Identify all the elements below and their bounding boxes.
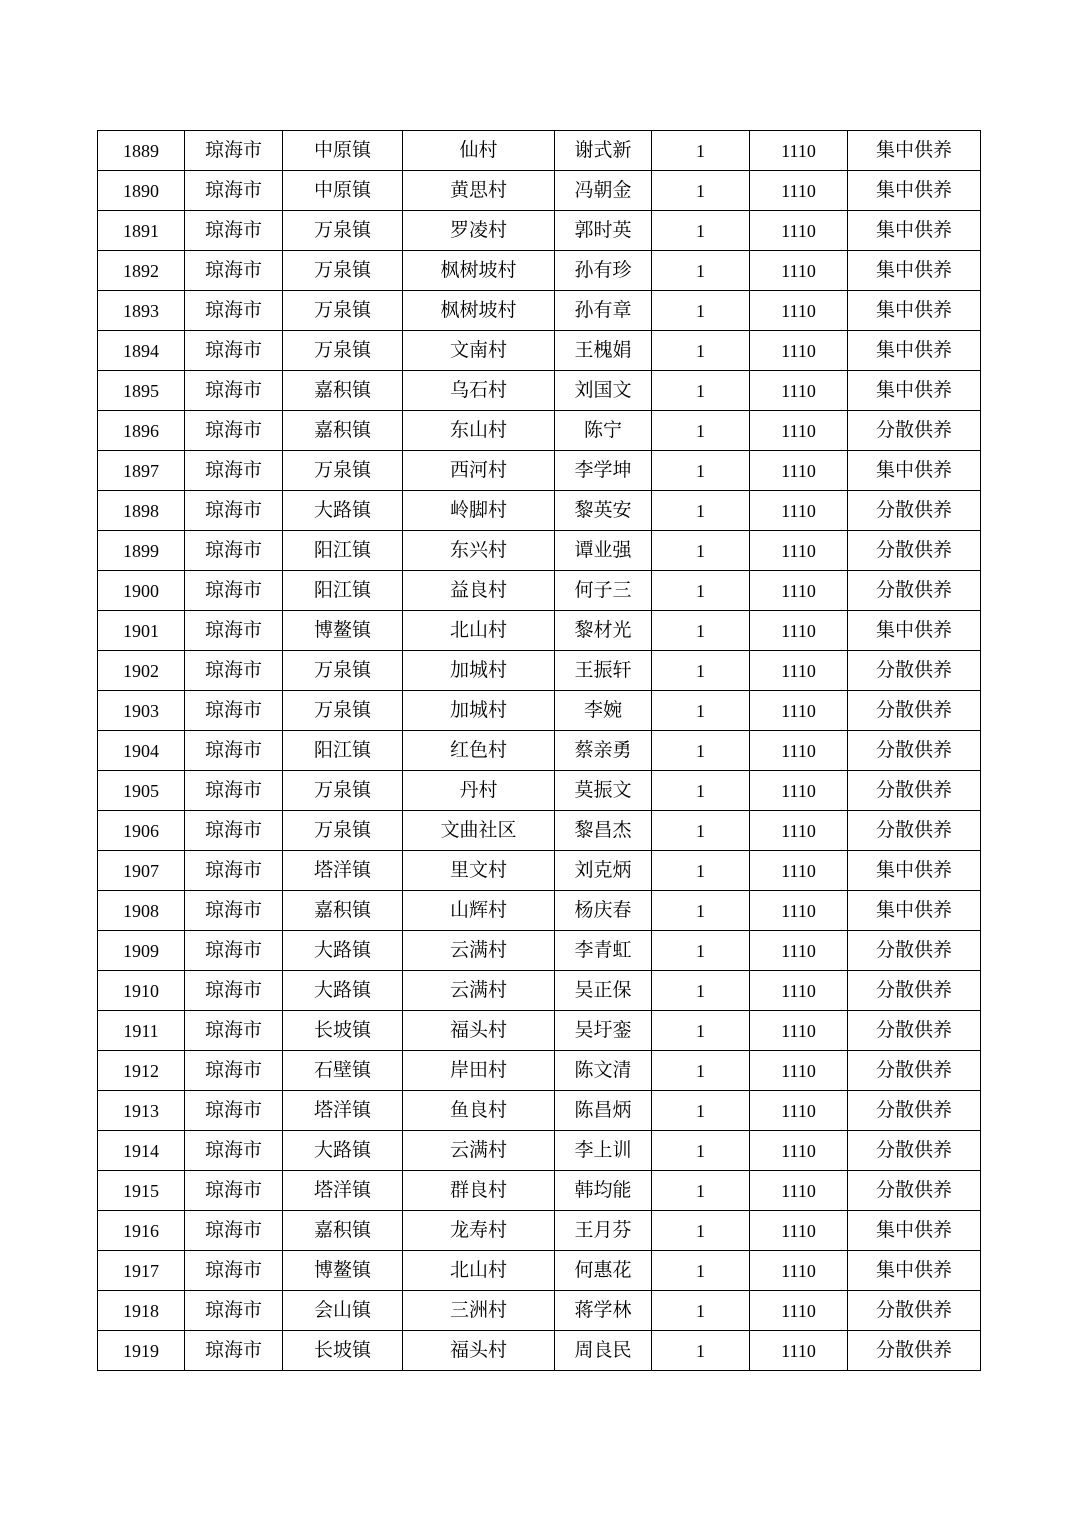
cell-amount: 1110 [750, 1331, 848, 1371]
cell-person-name: 杨庆春 [555, 891, 652, 931]
cell-town: 嘉积镇 [283, 1211, 403, 1251]
cell-city: 琼海市 [185, 411, 283, 451]
cell-city: 琼海市 [185, 1131, 283, 1171]
cell-amount: 1110 [750, 651, 848, 691]
cell-town: 石壁镇 [283, 1051, 403, 1091]
cell-city: 琼海市 [185, 931, 283, 971]
table-row [98, 451, 981, 491]
cell-village: 东兴村 [403, 531, 555, 571]
table-row [98, 971, 981, 1011]
cell-amount: 1110 [750, 1291, 848, 1331]
cell-town: 会山镇 [283, 1291, 403, 1331]
table-row [98, 331, 981, 371]
cell-town: 中原镇 [283, 171, 403, 211]
table-row [98, 1291, 981, 1331]
cell-count: 1 [652, 211, 750, 251]
cell-amount: 1110 [750, 891, 848, 931]
cell-town: 万泉镇 [283, 651, 403, 691]
roster-table-body [98, 131, 981, 1371]
table-row [98, 931, 981, 971]
cell-village: 山辉村 [403, 891, 555, 931]
table-row [98, 371, 981, 411]
cell-amount: 1110 [750, 1051, 848, 1091]
cell-serial-number: 1908 [98, 891, 185, 931]
cell-village: 仙村 [403, 131, 555, 171]
cell-serial-number: 1909 [98, 931, 185, 971]
cell-amount: 1110 [750, 331, 848, 371]
cell-serial-number: 1914 [98, 1131, 185, 1171]
cell-person-name: 冯朝金 [555, 171, 652, 211]
cell-support-type: 集中供养 [848, 171, 981, 211]
cell-count: 1 [652, 691, 750, 731]
cell-village: 鱼良村 [403, 1091, 555, 1131]
cell-city: 琼海市 [185, 331, 283, 371]
cell-serial-number: 1913 [98, 1091, 185, 1131]
cell-city: 琼海市 [185, 651, 283, 691]
cell-city: 琼海市 [185, 771, 283, 811]
table-row [98, 851, 981, 891]
cell-village: 岸田村 [403, 1051, 555, 1091]
cell-person-name: 黎材光 [555, 611, 652, 651]
cell-town: 嘉积镇 [283, 891, 403, 931]
cell-person-name: 李青虹 [555, 931, 652, 971]
cell-person-name: 谢式新 [555, 131, 652, 171]
table-row [98, 291, 981, 331]
roster-table [97, 130, 981, 1371]
cell-count: 1 [652, 131, 750, 171]
cell-city: 琼海市 [185, 251, 283, 291]
cell-village: 文曲社区 [403, 811, 555, 851]
cell-count: 1 [652, 171, 750, 211]
cell-serial-number: 1891 [98, 211, 185, 251]
cell-serial-number: 1910 [98, 971, 185, 1011]
cell-village: 群良村 [403, 1171, 555, 1211]
cell-village: 三洲村 [403, 1291, 555, 1331]
cell-count: 1 [652, 1171, 750, 1211]
cell-person-name: 吴圩銮 [555, 1011, 652, 1051]
table-row [98, 1011, 981, 1051]
cell-village: 罗凌村 [403, 211, 555, 251]
cell-person-name: 莫振文 [555, 771, 652, 811]
cell-serial-number: 1906 [98, 811, 185, 851]
cell-town: 博鳌镇 [283, 611, 403, 651]
cell-amount: 1110 [750, 771, 848, 811]
cell-count: 1 [652, 1251, 750, 1291]
cell-city: 琼海市 [185, 291, 283, 331]
cell-support-type: 集中供养 [848, 331, 981, 371]
cell-count: 1 [652, 1331, 750, 1371]
cell-serial-number: 1904 [98, 731, 185, 771]
cell-support-type: 集中供养 [848, 451, 981, 491]
cell-village: 益良村 [403, 571, 555, 611]
cell-amount: 1110 [750, 971, 848, 1011]
cell-city: 琼海市 [185, 1011, 283, 1051]
cell-town: 阳江镇 [283, 571, 403, 611]
cell-city: 琼海市 [185, 811, 283, 851]
cell-city: 琼海市 [185, 171, 283, 211]
cell-town: 塔洋镇 [283, 851, 403, 891]
cell-support-type: 集中供养 [848, 851, 981, 891]
cell-amount: 1110 [750, 611, 848, 651]
cell-serial-number: 1895 [98, 371, 185, 411]
table-row [98, 411, 981, 451]
cell-count: 1 [652, 851, 750, 891]
cell-serial-number: 1899 [98, 531, 185, 571]
cell-person-name: 蔡亲勇 [555, 731, 652, 771]
cell-amount: 1110 [750, 211, 848, 251]
cell-city: 琼海市 [185, 1171, 283, 1211]
cell-city: 琼海市 [185, 691, 283, 731]
cell-town: 塔洋镇 [283, 1091, 403, 1131]
cell-serial-number: 1892 [98, 251, 185, 291]
cell-serial-number: 1917 [98, 1251, 185, 1291]
cell-serial-number: 1898 [98, 491, 185, 531]
cell-village: 丹村 [403, 771, 555, 811]
cell-serial-number: 1905 [98, 771, 185, 811]
cell-amount: 1110 [750, 371, 848, 411]
cell-count: 1 [652, 451, 750, 491]
cell-village: 北山村 [403, 1251, 555, 1291]
cell-support-type: 集中供养 [848, 291, 981, 331]
cell-amount: 1110 [750, 1091, 848, 1131]
cell-serial-number: 1915 [98, 1171, 185, 1211]
cell-town: 阳江镇 [283, 731, 403, 771]
cell-serial-number: 1901 [98, 611, 185, 651]
cell-village: 北山村 [403, 611, 555, 651]
cell-support-type: 分散供养 [848, 811, 981, 851]
cell-town: 万泉镇 [283, 811, 403, 851]
cell-amount: 1110 [750, 571, 848, 611]
cell-count: 1 [652, 1011, 750, 1051]
cell-village: 东山村 [403, 411, 555, 451]
cell-town: 万泉镇 [283, 691, 403, 731]
cell-town: 大路镇 [283, 931, 403, 971]
cell-person-name: 韩均能 [555, 1171, 652, 1211]
cell-person-name: 王槐娟 [555, 331, 652, 371]
cell-support-type: 分散供养 [848, 771, 981, 811]
cell-count: 1 [652, 1211, 750, 1251]
cell-city: 琼海市 [185, 1251, 283, 1291]
cell-village: 西河村 [403, 451, 555, 491]
table-row [98, 811, 981, 851]
cell-count: 1 [652, 771, 750, 811]
cell-amount: 1110 [750, 1171, 848, 1211]
cell-count: 1 [652, 931, 750, 971]
cell-amount: 1110 [750, 251, 848, 291]
cell-serial-number: 1893 [98, 291, 185, 331]
cell-support-type: 分散供养 [848, 531, 981, 571]
cell-amount: 1110 [750, 691, 848, 731]
cell-count: 1 [652, 571, 750, 611]
table-row [98, 211, 981, 251]
cell-support-type: 集中供养 [848, 131, 981, 171]
cell-count: 1 [652, 1291, 750, 1331]
cell-village: 枫树坡村 [403, 291, 555, 331]
cell-town: 万泉镇 [283, 771, 403, 811]
cell-support-type: 集中供养 [848, 611, 981, 651]
cell-village: 福头村 [403, 1331, 555, 1371]
table-row [98, 731, 981, 771]
cell-person-name: 李上训 [555, 1131, 652, 1171]
cell-count: 1 [652, 291, 750, 331]
cell-city: 琼海市 [185, 451, 283, 491]
cell-support-type: 分散供养 [848, 691, 981, 731]
cell-city: 琼海市 [185, 731, 283, 771]
cell-village: 枫树坡村 [403, 251, 555, 291]
cell-amount: 1110 [750, 531, 848, 571]
cell-amount: 1110 [750, 811, 848, 851]
cell-count: 1 [652, 1051, 750, 1091]
cell-village: 云满村 [403, 971, 555, 1011]
cell-person-name: 吴正保 [555, 971, 652, 1011]
cell-person-name: 孙有章 [555, 291, 652, 331]
table-row [98, 1051, 981, 1091]
cell-count: 1 [652, 371, 750, 411]
table-row [98, 171, 981, 211]
cell-support-type: 分散供养 [848, 411, 981, 451]
table-row [98, 1251, 981, 1291]
cell-city: 琼海市 [185, 891, 283, 931]
cell-city: 琼海市 [185, 1091, 283, 1131]
cell-person-name: 何惠花 [555, 1251, 652, 1291]
cell-town: 塔洋镇 [283, 1171, 403, 1211]
cell-serial-number: 1918 [98, 1291, 185, 1331]
table-row [98, 571, 981, 611]
cell-village: 黄思村 [403, 171, 555, 211]
cell-city: 琼海市 [185, 131, 283, 171]
cell-city: 琼海市 [185, 971, 283, 1011]
cell-town: 万泉镇 [283, 211, 403, 251]
cell-count: 1 [652, 731, 750, 771]
table-row [98, 1331, 981, 1371]
table-row [98, 691, 981, 731]
cell-person-name: 蒋学林 [555, 1291, 652, 1331]
cell-city: 琼海市 [185, 1211, 283, 1251]
cell-town: 万泉镇 [283, 251, 403, 291]
cell-person-name: 刘国文 [555, 371, 652, 411]
cell-support-type: 集中供养 [848, 891, 981, 931]
cell-town: 大路镇 [283, 491, 403, 531]
cell-support-type: 集中供养 [848, 371, 981, 411]
cell-support-type: 集中供养 [848, 1211, 981, 1251]
cell-support-type: 集中供养 [848, 1251, 981, 1291]
cell-amount: 1110 [750, 931, 848, 971]
cell-serial-number: 1902 [98, 651, 185, 691]
table-row [98, 131, 981, 171]
table-row [98, 531, 981, 571]
cell-support-type: 分散供养 [848, 931, 981, 971]
cell-village: 乌石村 [403, 371, 555, 411]
table-row [98, 491, 981, 531]
cell-person-name: 黎英安 [555, 491, 652, 531]
table-row [98, 1131, 981, 1171]
cell-town: 大路镇 [283, 971, 403, 1011]
cell-count: 1 [652, 611, 750, 651]
cell-support-type: 分散供养 [848, 651, 981, 691]
cell-support-type: 集中供养 [848, 211, 981, 251]
cell-amount: 1110 [750, 131, 848, 171]
cell-count: 1 [652, 331, 750, 371]
cell-city: 琼海市 [185, 1051, 283, 1091]
cell-serial-number: 1911 [98, 1011, 185, 1051]
cell-amount: 1110 [750, 731, 848, 771]
cell-person-name: 王振轩 [555, 651, 652, 691]
cell-town: 长坡镇 [283, 1331, 403, 1371]
cell-city: 琼海市 [185, 491, 283, 531]
cell-person-name: 李婉 [555, 691, 652, 731]
cell-village: 红色村 [403, 731, 555, 771]
cell-count: 1 [652, 651, 750, 691]
cell-support-type: 分散供养 [848, 571, 981, 611]
table-row [98, 771, 981, 811]
cell-amount: 1110 [750, 451, 848, 491]
cell-support-type: 分散供养 [848, 971, 981, 1011]
cell-count: 1 [652, 811, 750, 851]
cell-serial-number: 1916 [98, 1211, 185, 1251]
cell-town: 嘉积镇 [283, 411, 403, 451]
cell-serial-number: 1894 [98, 331, 185, 371]
cell-village: 云满村 [403, 1131, 555, 1171]
table-row [98, 651, 981, 691]
cell-serial-number: 1912 [98, 1051, 185, 1091]
cell-town: 博鳌镇 [283, 1251, 403, 1291]
cell-count: 1 [652, 491, 750, 531]
cell-serial-number: 1919 [98, 1331, 185, 1371]
cell-count: 1 [652, 891, 750, 931]
cell-person-name: 刘克炳 [555, 851, 652, 891]
cell-count: 1 [652, 1091, 750, 1131]
cell-village: 岭脚村 [403, 491, 555, 531]
cell-village: 加城村 [403, 651, 555, 691]
cell-city: 琼海市 [185, 211, 283, 251]
cell-support-type: 分散供养 [848, 1331, 981, 1371]
cell-village: 文南村 [403, 331, 555, 371]
cell-amount: 1110 [750, 1251, 848, 1291]
cell-count: 1 [652, 411, 750, 451]
cell-serial-number: 1907 [98, 851, 185, 891]
cell-support-type: 分散供养 [848, 1091, 981, 1131]
cell-city: 琼海市 [185, 851, 283, 891]
table-row [98, 611, 981, 651]
cell-amount: 1110 [750, 411, 848, 451]
cell-village: 福头村 [403, 1011, 555, 1051]
cell-village: 里文村 [403, 851, 555, 891]
cell-amount: 1110 [750, 851, 848, 891]
table-row [98, 1211, 981, 1251]
cell-city: 琼海市 [185, 1331, 283, 1371]
cell-city: 琼海市 [185, 571, 283, 611]
cell-support-type: 分散供养 [848, 1131, 981, 1171]
table-row [98, 1091, 981, 1131]
cell-serial-number: 1890 [98, 171, 185, 211]
cell-count: 1 [652, 1131, 750, 1171]
cell-count: 1 [652, 531, 750, 571]
cell-amount: 1110 [750, 1131, 848, 1171]
cell-serial-number: 1903 [98, 691, 185, 731]
cell-town: 万泉镇 [283, 291, 403, 331]
cell-person-name: 何子三 [555, 571, 652, 611]
cell-serial-number: 1897 [98, 451, 185, 491]
cell-support-type: 分散供养 [848, 491, 981, 531]
cell-city: 琼海市 [185, 1291, 283, 1331]
cell-village: 龙寿村 [403, 1211, 555, 1251]
cell-city: 琼海市 [185, 531, 283, 571]
cell-person-name: 黎昌杰 [555, 811, 652, 851]
cell-person-name: 李学坤 [555, 451, 652, 491]
table-row [98, 891, 981, 931]
cell-amount: 1110 [750, 291, 848, 331]
cell-town: 中原镇 [283, 131, 403, 171]
cell-support-type: 分散供养 [848, 1171, 981, 1211]
cell-city: 琼海市 [185, 371, 283, 411]
cell-serial-number: 1896 [98, 411, 185, 451]
cell-person-name: 谭业强 [555, 531, 652, 571]
cell-village: 加城村 [403, 691, 555, 731]
cell-count: 1 [652, 251, 750, 291]
cell-amount: 1110 [750, 1011, 848, 1051]
cell-town: 长坡镇 [283, 1011, 403, 1051]
cell-amount: 1110 [750, 491, 848, 531]
cell-town: 嘉积镇 [283, 371, 403, 411]
cell-amount: 1110 [750, 1211, 848, 1251]
cell-town: 阳江镇 [283, 531, 403, 571]
cell-village: 云满村 [403, 931, 555, 971]
cell-person-name: 陈宁 [555, 411, 652, 451]
cell-person-name: 郭时英 [555, 211, 652, 251]
cell-person-name: 周良民 [555, 1331, 652, 1371]
cell-support-type: 分散供养 [848, 1051, 981, 1091]
cell-support-type: 分散供养 [848, 1291, 981, 1331]
table-row [98, 251, 981, 291]
cell-person-name: 陈文清 [555, 1051, 652, 1091]
cell-person-name: 王月芬 [555, 1211, 652, 1251]
cell-serial-number: 1900 [98, 571, 185, 611]
cell-count: 1 [652, 971, 750, 1011]
cell-city: 琼海市 [185, 611, 283, 651]
cell-person-name: 陈昌炳 [555, 1091, 652, 1131]
cell-town: 万泉镇 [283, 451, 403, 491]
cell-support-type: 分散供养 [848, 731, 981, 771]
cell-town: 大路镇 [283, 1131, 403, 1171]
cell-town: 万泉镇 [283, 331, 403, 371]
cell-amount: 1110 [750, 171, 848, 211]
cell-support-type: 集中供养 [848, 251, 981, 291]
cell-support-type: 分散供养 [848, 1011, 981, 1051]
cell-serial-number: 1889 [98, 131, 185, 171]
table-row [98, 1171, 981, 1211]
cell-person-name: 孙有珍 [555, 251, 652, 291]
